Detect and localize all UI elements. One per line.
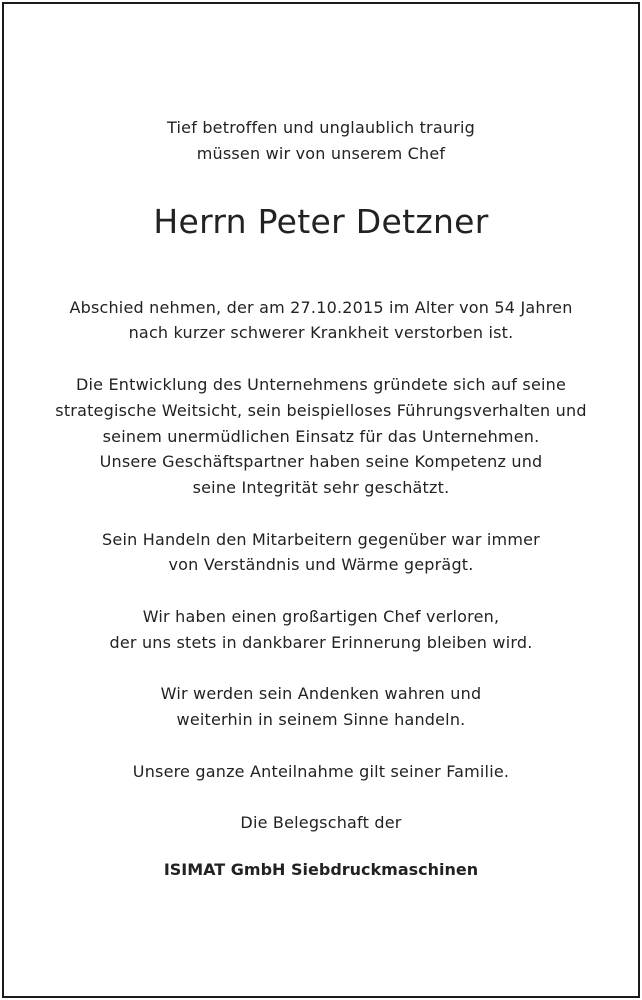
signature-line: Die Belegschaft der <box>240 813 402 832</box>
paragraph2-line-4: Unsere Geschäftspartner haben seine Kompetenz und <box>99 452 543 471</box>
paragraph4-line-1: Wir haben einen großartigen Chef verloren, <box>142 607 500 626</box>
company-name: ISIMAT GmbH Siebdruckmaschinen <box>163 860 479 879</box>
deceased-name: Herrn Peter Detzner <box>153 202 489 241</box>
intro-line-2: müssen wir von unserem Chef <box>196 144 446 163</box>
paragraph3-line-2: von Verständnis und Wärme geprägt. <box>168 555 474 574</box>
intro-line-1: Tief betroffen und unglaublich traurig <box>167 118 475 137</box>
paragraph2-line-2: strategische Weitsicht, sein beispielloses Führungsverhalten und <box>55 401 587 420</box>
paragraph2-line-5: seine Integrität sehr geschätzt. <box>192 478 450 497</box>
paragraph1-line-1: Abschied nehmen, der am 27.10.2015 im Alter von 54 Jahren <box>69 298 573 317</box>
paragraph1-line-2: nach kurzer schwerer Krankheit verstorben ist. <box>128 323 514 342</box>
paragraph6-line-1: Unsere ganze Anteilnahme gilt seiner Familie. <box>132 762 510 781</box>
paragraph5-line-1: Wir werden sein Andenken wahren und <box>160 684 482 703</box>
paragraph3-line-1: Sein Handeln den Mitarbeitern gegenüber war immer <box>102 530 540 549</box>
paragraph5-line-2: weiterhin in seinem Sinne handeln. <box>176 710 466 729</box>
paragraph2-line-3: seinem unermüdlichen Einsatz für das Unternehmen. <box>102 427 540 446</box>
paragraph2-line-1: Die Entwicklung des Unternehmens gründete sich auf seine <box>75 375 567 394</box>
paragraph4-line-2: der uns stets in dankbarer Erinnerung bleiben wird. <box>109 633 533 652</box>
